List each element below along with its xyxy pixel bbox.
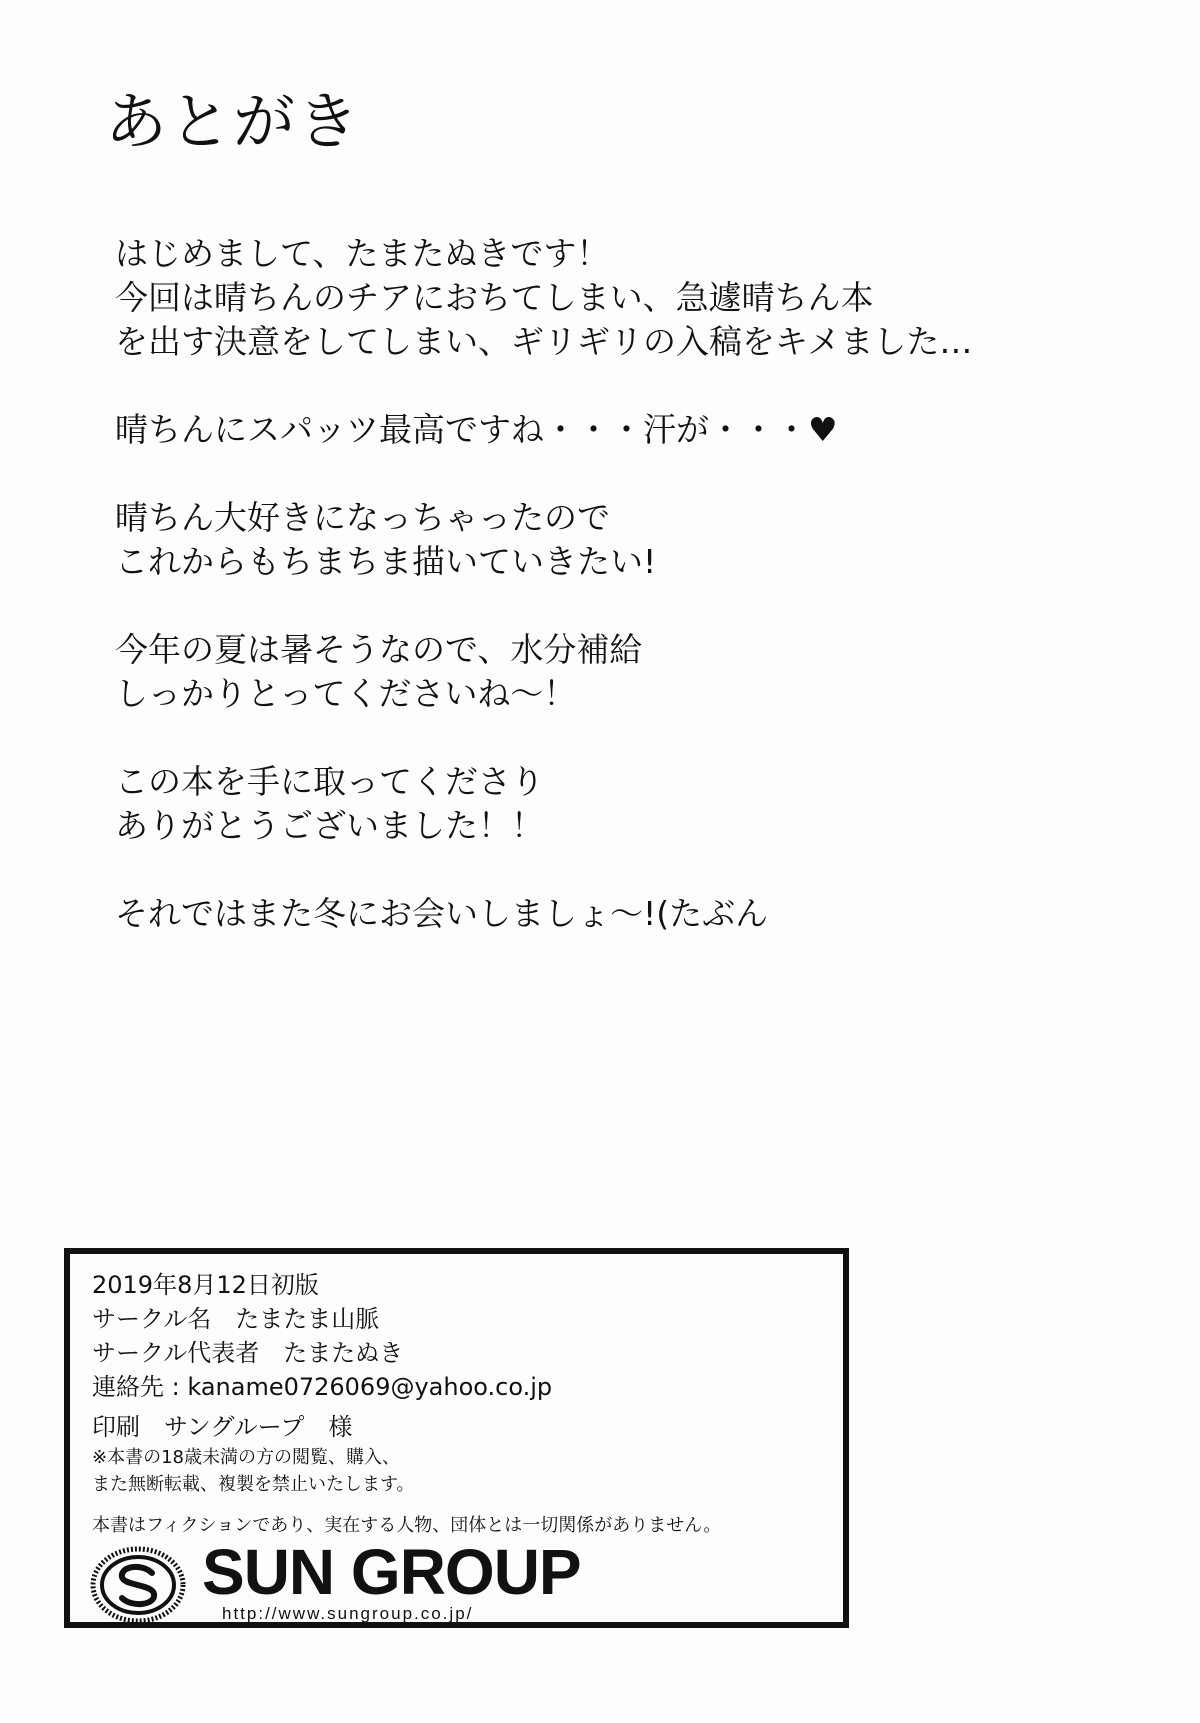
circle-name: サークル名 たまたま山脈: [92, 1305, 380, 1333]
age-notice-line-1: ※本書の18歳未満の方の閲覧、購入、: [92, 1447, 400, 1468]
logo-wordmark: SUN GROUP: [202, 1536, 581, 1608]
text-line: 今年の夏は暑そうなので、水分補給: [115, 630, 643, 669]
text-line: これからもちまちま描いていきたい!: [115, 542, 657, 581]
text-line: 晴ちんにスパッツ最高ですね・・・汗が・・・♥: [115, 410, 838, 449]
contact-email: 連絡先 : kaname0726069@yahoo.co.jp: [92, 1373, 553, 1401]
text-line: はじめまして、たまたぬきです！: [115, 234, 610, 273]
paragraph: [115, 628, 1115, 716]
text-line: 今回は晴ちんのチアにおちてしまい、急遽晴ちん本: [115, 278, 874, 317]
circle-representative: サークル代表者 たまたぬき: [92, 1339, 404, 1367]
age-notice-line-2: また無断転載、複製を禁止いたします。: [92, 1474, 415, 1495]
paragraph: [115, 892, 1115, 936]
edition-date: 2019年8月12日初版: [92, 1271, 319, 1299]
fiction-notice: 本書はフィクションであり、実在する人物、団体とは一切関係がありません。: [92, 1515, 722, 1536]
text-line: この本を手に取ってくださり: [115, 762, 544, 801]
paragraph: [115, 496, 1115, 584]
logo-url: http://www.sungroup.co.jp/: [222, 1604, 474, 1623]
sun-group-logo-icon: [90, 1546, 186, 1624]
text-line: それではまた冬にお会いしましょ～!(たぶん: [115, 894, 769, 933]
paragraph: [115, 232, 1115, 364]
page-title: あとがき: [105, 85, 362, 158]
text-line: しっかりとってくださいね～！: [115, 674, 577, 713]
paragraph: [115, 760, 1115, 848]
paragraph: [115, 408, 1115, 452]
afterword-body: [115, 232, 1115, 980]
colophon-box: [64, 1248, 849, 1628]
text-line: ありがとうございました！！: [115, 806, 544, 845]
printer-logo: [90, 1536, 810, 1626]
text-line: を出す決意をしてしまい、ギリギリの入稿をキメました…: [115, 322, 973, 361]
text-line: 晴ちん大好きになっちゃったので: [115, 498, 610, 537]
printer-name: 印刷 サングループ 様: [92, 1413, 353, 1441]
